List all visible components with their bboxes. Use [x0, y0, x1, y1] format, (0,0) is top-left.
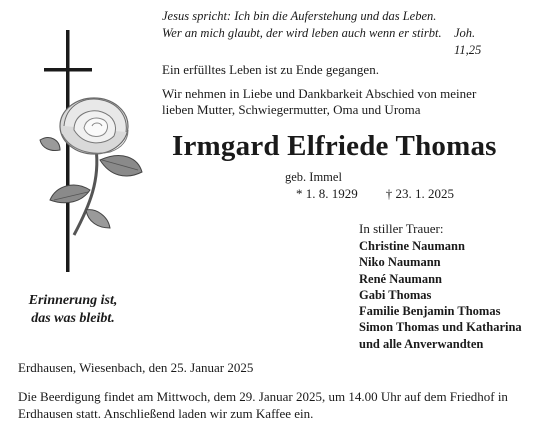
memory-line-1: Erinnerung ist, — [28, 293, 118, 308]
mourner-name: Simon Thomas und Katharina — [359, 320, 522, 335]
funeral-line-1: Die Beerdigung findet am Mittwoch, dem 29. Januar 2025, um 14.00 Uhr auf dem Friedhof in — [18, 389, 508, 404]
intro-line-2: Wir nehmen in Liebe und Dankbarkeit Abschied von meiner — [162, 86, 477, 101]
quote-reference: Joh. 11,25 — [454, 26, 482, 57]
cross-rose-emblem — [30, 30, 170, 280]
mourner-name: Christine Naumann — [359, 239, 465, 253]
mourner-name: Gabi Thomas — [359, 287, 432, 302]
intro-line-1: Ein erfülltes Leben ist zu Ende gegangen. — [162, 62, 379, 77]
born-name: geb. Immel — [285, 170, 342, 184]
mourner-name: Familie Benjamin Thomas — [359, 304, 501, 319]
intro-text — [162, 62, 476, 118]
life-dates — [296, 186, 454, 202]
mourners-heading: In stiller Trauer: — [359, 221, 444, 236]
funeral-line-2: Erdhausen statt. Anschließend laden wir zum Kaffee ein. — [18, 406, 314, 421]
deceased-name: Irmgard Elfriede Thomas — [172, 130, 497, 162]
funeral-info — [18, 388, 538, 422]
memory-quote — [18, 292, 128, 328]
intro-line-3: lieben Mutter, Schwiegermutter, Oma und Uroma — [162, 102, 421, 117]
memory-line-2: das was bleibt. — [31, 311, 115, 326]
mourner-name: René Naumann — [359, 271, 442, 286]
quote-line-2: Wer an mich glaubt, der wird leben auch wenn er stirbt. — [162, 26, 442, 40]
birth-date: * 1. 8. 1929 — [296, 186, 358, 201]
place-date: Erdhausen, Wiesenbach, den 25. Januar 2025 — [18, 360, 254, 375]
bible-quote — [162, 8, 482, 57]
quote-line-1: Jesus spricht: Ich bin die Auferstehung und das Leben. — [162, 9, 437, 23]
death-date: † 23. 1. 2025 — [385, 186, 454, 201]
mourner-name: Niko Naumann — [359, 255, 441, 270]
mourner-name: und alle Anverwandten — [359, 336, 484, 351]
rose-icon — [40, 98, 142, 235]
mourners-list — [359, 238, 522, 352]
